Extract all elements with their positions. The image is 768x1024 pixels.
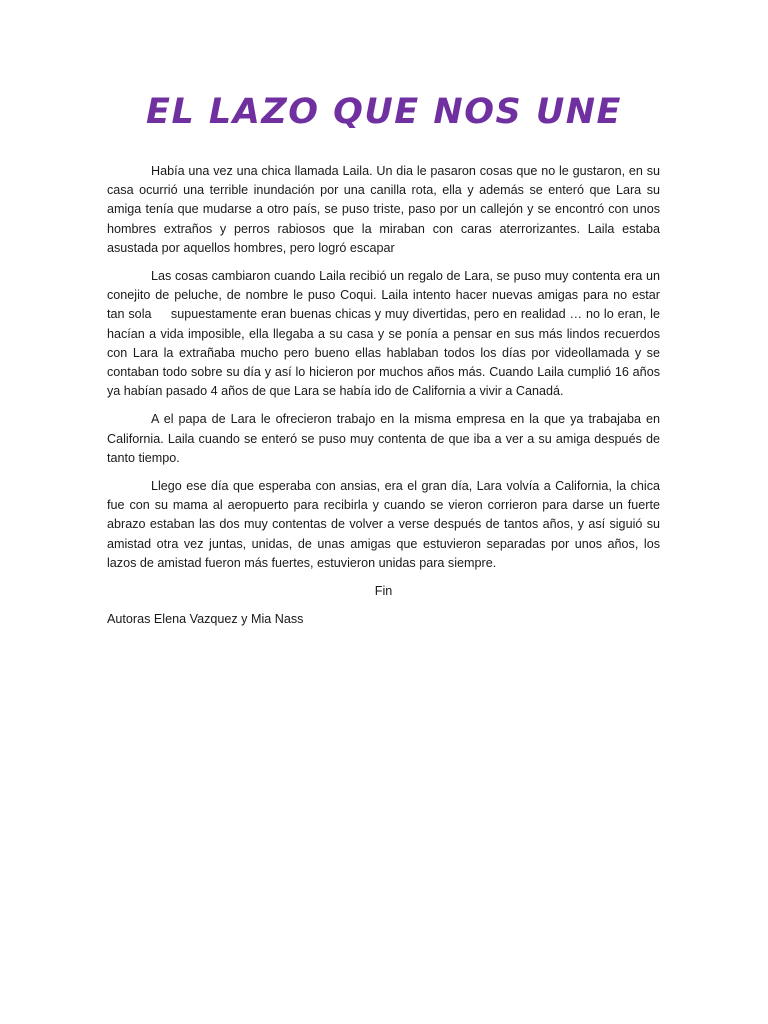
ending-text: Fin [374,584,393,599]
authors-line: Autoras Elena Vazquez y Mia Nass [107,612,304,627]
paragraph-3: A el papa de Lara le ofrecieron trabajo en la misma empresa en la que ya trabajaba en California. Laila cuando se enteró se puso muy contenta de que iba a ver a su amiga después de tanto tiempo. [107,412,660,465]
document-title: EL LAZO QUE NOS UNE [146,92,622,132]
paragraph-2: Las cosas cambiaron cuando Laila recibió un regalo de Lara, se puso muy contenta era un conejito de peluche, de nombre le puso Coqui. Laila intento hacer nuevas amigas para no estar tan sola supuestamente eran buenas chicas y muy divertidas, pero en realidad … no lo eran, le hacían a vida imposible, ella llegaba a su casa y se ponía a pensar en sus más lindos recuerdos con Lara la extrañaba mucho pero bueno ellas hablaban todos los días por videollamada y se contaban todo sobre su día y así lo hicieron por muchos años más. Cuando Laila cumplió 16 años ya habían pasado 4 años de que Lara se había ido de California a vivir a Canadá. [107,269,664,399]
paragraph-4: Llego ese día que esperaba con ansias, era el gran día, Lara volvía a California, la chica fue con su mama al aeropuerto para recibirla y cuando se vieron corrieron para darse un fuerte abrazo estaban las dos muy contentas de volver a verse después de tantos años, y así siguió su amistad otra vez juntas, unidas, de unas amigas que estuvieron separadas por unos años, los lazos de amistad fueron más fuertes, estuvieron unidas para siempre. [107,479,660,570]
paragraph-1: Había una vez una chica llamada Laila. Un dia le pasaron cosas que no le gustaron, en su casa ocurrió una terrible inundación por una canilla rota, ella y además se enteró que Lara su amiga tenía que mudarse a otro país, se puso triste, paso por un callejón y se encontró con unos hombres extraños y perros rabiosos que la miraban con caras aterrorizantes. Laila estaba asustada por aquellos hombres, pero logró escapar [107,164,660,255]
document-body [107,162,664,629]
